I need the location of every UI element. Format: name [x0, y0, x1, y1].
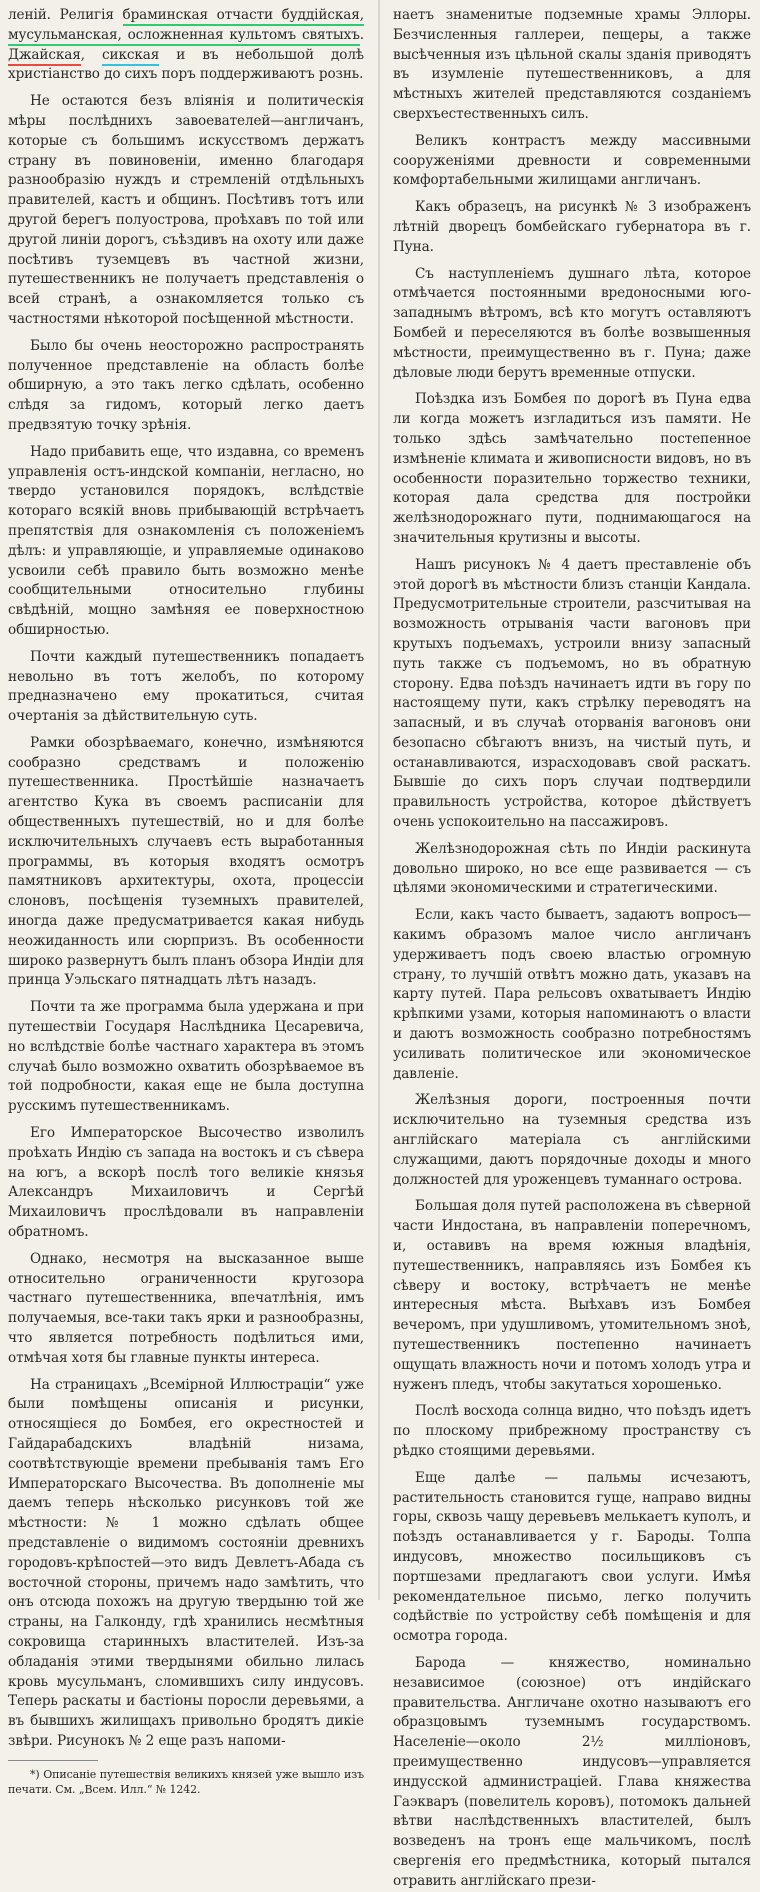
footnote: *) Описаніе путешествія великихъ князей уже вышло изъ печати. См. „Всем. Илл.“ № 1242.: [8, 1767, 364, 1796]
text-run: ,: [80, 46, 102, 63]
paragraph: Нашъ рисунокъ № 4 даетъ преставленіе объ этой дорогѣ въ мѣстности близъ станціи Кандала. Предусмотрительные строители, разсчитывая на возможность отрыванія части вагоновъ при крутыхъ подъемахъ, устроили внизу запасный путь также съ подъемомъ, но въ обратную сторону. Едва поѣздъ начинаетъ идти въ гору по настоящему пути, какъ стрѣлку переводятъ на запасный, и въ случаѣ оторванія вагоновъ они безопасно сбѣгаютъ внизъ, на чистый путь, и останавливаются, израсходовавъ свой раскатъ. Бывшіе до сихъ поръ случаи подтвердили правильность устройства, которое дѣйствуетъ очень успокоительно на пассажировъ.: [393, 556, 751, 831]
paragraph: На страницахъ „Всемірной Иллюстраціи“ уже были помѣщены описанія и рисунки, относящіеся до Бомбея, его окрестностей и Гайдарабадскихъ владѣній низама, соотвѣтствующіе времени пребыванія тамъ Его Императорскаго Высочества. Въ дополненіе мы даемъ теперь нѣсколько рисунковъ той же мѣстности: № 1 можно сдѣлать общее представленіе о видимомъ состояніи древнихъ городовъ-крѣпостей—это видъ Девлетъ-Абада съ восточной стороны, причемъ надо замѣтить, что онъ отсюда похожъ на другую твердыню той же страны, на Галконду, гдѣ хранились несмѣтныя сокровища старинныхъ властителей. Изъ-за обладанія этими твердынями обильно лилась кровь мусульманъ, сломившихъ силу индусовъ. Теперь раскаты и бастіоны поросли деревьями, а въ бывшихъ жилищахъ привольно бродятъ дикіе звѣри. Рисунокъ № 2 еще разъ напоми-: [8, 1376, 364, 1749]
paragraph: Желѣзныя дороги, построенныя почти исключительно на туземныя средства изъ англійскаго матеріала съ англійскими служащими, даютъ порядочные доходы и много должностей для уроженцевъ туманнаго острова.: [393, 1092, 751, 1188]
paragraph: Еще далѣе — пальмы исчезаютъ, растительность становится гуще, направо видны горы, сквозь чащу деревьевъ мелькаетъ куполъ, и поѣздъ останавливается у г. Бароды. Толпа индусовъ, множество посильщиковъ съ портшезами предлагаютъ свои услуги. Имѣя рекомендательное письмо, легко получить содѣйствіе по устройству себѣ помѣщенія и для осмотра города.: [393, 1469, 751, 1645]
paragraph: Почти каждый путешественникъ попадаетъ невольно въ тотъ желобъ, по которому предназначено ему прокатиться, считая очертанія за дѣйствительную суть.: [8, 648, 364, 725]
left-column: [8, 6, 364, 1796]
paragraph: Почти та же программа была удержана и при путешествіи Государя Наслѣдника Цесаревича, но вслѣдствіе болѣе частнаго характера въ этомъ случаѣ было возможно охватить обозрѣваемое въ той подробности, какая еще не была доступна русскимъ путешественникамъ.: [8, 999, 364, 1115]
highlight-sikh: сикская: [102, 47, 159, 66]
paragraph: Было бы очень неосторожно распространять полученное представленіе на область болѣе обширную, а это такъ легко сдѣлать, особенно слѣдя за гидомъ, который легко даетъ предвзятую точку зрѣнія.: [8, 337, 364, 433]
highlight-religions: браминская отчасти буддійская, мусульманская, осложненная культомъ святыхъ: [8, 7, 364, 46]
paragraph: Надо прибавить еще, что издавна, со временъ управленія остъ-индской компаніи, негласно, но твердо установился порядокъ, вслѣдствіе котораго всякій вновь прибывающій встрѣчаетъ препятствія для ознакомленія съ положеніемъ дѣлъ: и управляющіе, и управляемые одинаково усвоили себѣ правило быть возможно менѣе сообщительными относительно глубины свѣдѣній, мощно замѣняя ее поверхностною обширностью.: [8, 443, 364, 638]
paragraph: Его Императорское Высочество изволилъ проѣхать Индію съ запада на востокъ и съ сѣвера на югъ, а вскорѣ послѣ того великіе князья Александръ Михаиловичъ и Сергѣй Михаиловичъ прослѣдовали въ направленіи обратномъ.: [8, 1125, 364, 1241]
paragraph: наетъ знаменитые подземные храмы Эллоры. Безчисленныя галлереи, пещеры, а также высѣченныя изъ цѣльной скалы зданія приводятъ въ изумленіе путешественниковъ, а для мѣстныхъ жителей представляются созданіемъ сверхъестественныхъ силъ.: [393, 7, 751, 122]
footnote-rule: [8, 1760, 98, 1761]
paragraph: Не остаются безъ вліянія и политическія мѣры послѣднихъ завоевателей—англичанъ, которые съ большимъ искусствомъ держатъ страну въ повиновеніи, именно благодаря разнообразію нуждъ и стремленій отдѣльныхъ правителей, кастъ и общинъ. Посѣтивъ тотъ или другой берегъ полуострова, проѣхавъ по той или другой линіи дорогъ, съѣздивъ на охоту или даже посѣтивъ туземцевъ въ частной жизни, путешественникъ не получаетъ представленія о всей странѣ, а ознакомляется только съ частностями нѣкоторой посѣщенной мѣстности.: [8, 93, 364, 327]
paragraph: Однако, несмотря на высказанное выше относительно ограниченности кругозора частнаго путешественника, впечатлѣнія, имъ получаемыя, все-таки такъ ярки и разнообразны, что является потребность подѣлиться ими, отмѣчая хотя бы главные пункты интереса.: [8, 1250, 364, 1366]
right-column: [393, 6, 751, 1889]
paragraph: Поѣздка изъ Бомбея по дорогѣ въ Пуна едва ли когда можетъ изгладиться изъ памяти. Не только здѣсь замѣчательно постепенное измѣненіе климата и живописности видовъ, но въ особенности поразительно торжество техники, которая дала средства для постройки желѣзнодорожнаго пути, поднимающагося на значительныя крутизны и высоты.: [393, 391, 751, 546]
text-run: и въ небольшой долѣ христіанство до сихъ поръ поддерживаютъ рознь.: [8, 46, 364, 83]
text-run: .: [359, 26, 364, 43]
paragraph: Рамки обозрѣваемаго, конечно, измѣняются сообразно средствамъ и положенію путешественника. Простѣйшіе назначаетъ агентство Кука въ своемъ расписаніи для общественныхъ путешествій, но и для болѣе исключительныхъ случаевъ есть выработанныя программы, въ которыя входятъ осмотръ памятниковъ архитектуры, охота, процессіи слоновъ, посѣщенія туземныхъ правителей, иногда даже предусматривается какая нибудь неожиданность или сюрпризъ. Въ особенности широко развернутъ былъ планъ обзора Индіи для принца Уэльскаго пятнадцать лѣтъ назадъ.: [8, 734, 364, 989]
column-gutter: [378, 0, 380, 1600]
text-run: леній. Религія: [8, 7, 123, 23]
highlight-jain: Джайская: [8, 47, 81, 66]
paragraph: Какъ образецъ, на рисункѣ № 3 изображенъ лѣтній дворецъ бомбейскаго губернатора въ г. Пуна.: [393, 199, 751, 255]
paragraph: Послѣ восхода солнца видно, что поѣздъ идетъ по плоскому прибрежному пространству съ рѣдко стоящими деревьями.: [393, 1403, 751, 1459]
paragraph: Если, какъ часто бываетъ, задаютъ вопросъ—какимъ образомъ малое число англичанъ удерживаетъ подъ своею властью огромную страну, то лучшій отвѣтъ можно дать, указавъ на карту путей. Пара рельсовъ охватываетъ Индію крѣпкими узами, которыя напоминаютъ о власти и даютъ возможность сообразно потребностямъ усиливать политическое или экономическое давленіе.: [393, 907, 751, 1082]
paragraph: [8, 6, 364, 85]
paragraph: Съ наступленіемъ душнаго лѣта, которое отмѣчается постоянными вредоносными юго-западнымъ вѣтромъ, всѣ кто могутъ оставляютъ Бомбей и переселяются въ болѣе возвышенныя мѣстности, преимущественно въ г. Пуна; даже дѣловые люди берутъ временные отпуски.: [393, 265, 751, 381]
paragraph: Барода — княжество, номинально независимое (союзное) отъ индійскаго правительства. Англичане охотно называютъ его образцовымъ туземнымъ государствомъ. Населеніе—около 2½ милліоновъ, преимущественно индусовъ—управляется индусской администраціей. Глава княжества Гаэкваръ (повелитель коровъ), потомокъ дальней вѣтви наслѣдственныхъ властителей, былъ возведенъ на тронъ еще мальчикомъ, послѣ свергенія его предмѣстника, который пытался отравить англійскаго прези-: [393, 1654, 751, 1889]
paragraph: Великъ контрастъ между массивными сооруженіями древности и современными комфортабельными жилищами англичанъ.: [393, 132, 751, 189]
paragraph: Желѣзнодорожная сѣть по Индіи раскинута довольно широко, но все еще развивается — съ цѣлями экономическими и стратегическими.: [393, 840, 751, 897]
paragraph: Большая доля путей расположена въ сѣверной части Индостана, въ направленіи поперечномъ, и, оставивъ на время южныя владѣнія, путешественникъ, направляясь изъ Бомбея къ сѣверу и востоку, встрѣчаетъ не менѣе интересныя мѣста. Выѣхавъ изъ Бомбея вечеромъ, при удушливомъ, утомительномъ знoѣ, путешественникъ постепенно начинаетъ ощущать влажность ночи и потомъ холодъ утра и нуженъ пледъ, чтобы закутаться хорошенько.: [393, 1198, 751, 1393]
